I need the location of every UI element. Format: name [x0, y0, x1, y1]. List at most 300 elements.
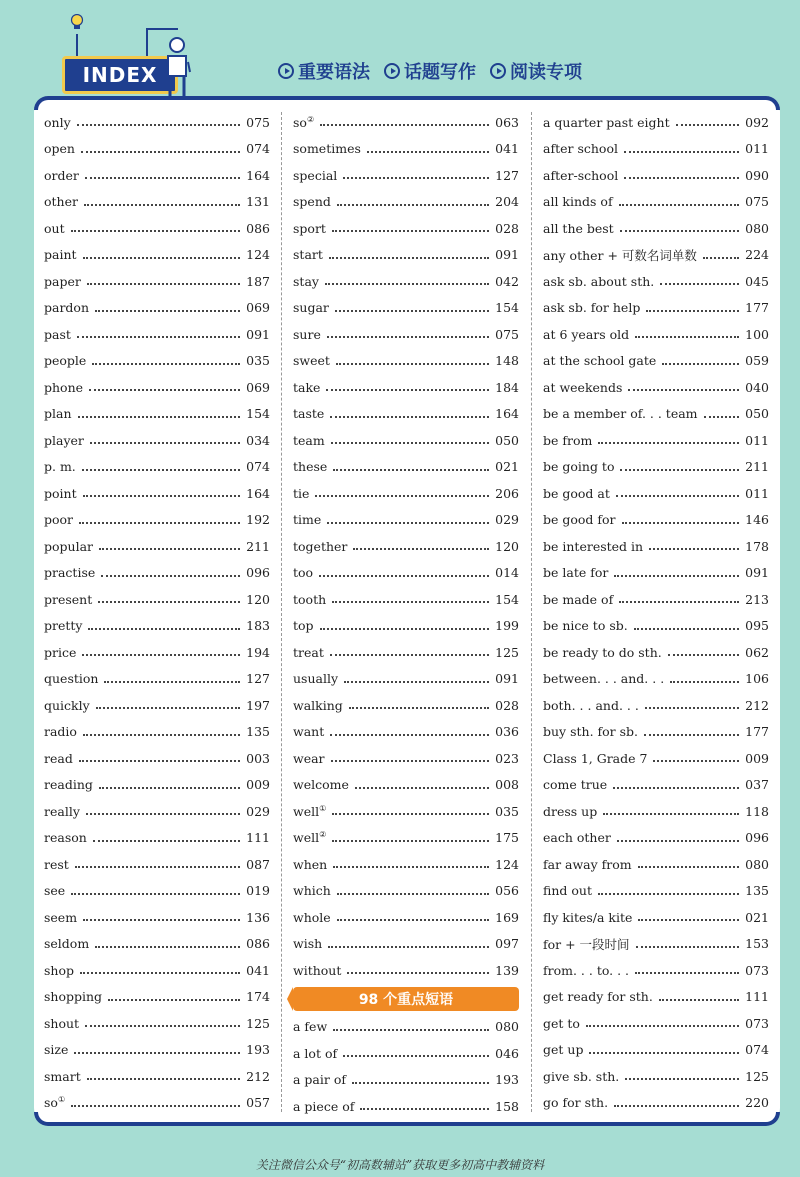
entry-term-text: sport [293, 220, 326, 236]
dot-leader [598, 893, 739, 895]
entry-term [293, 486, 309, 501]
entry-term [293, 1046, 337, 1061]
entry-page-number: 011 [745, 485, 769, 501]
index-entry [44, 1090, 270, 1117]
entry-page-number: 075 [495, 326, 519, 342]
dot-leader [331, 442, 489, 444]
dot-leader [95, 946, 240, 948]
entry-page-number: 008 [495, 777, 519, 793]
entry-term [44, 168, 79, 183]
index-entry [293, 215, 519, 242]
entry-term-text: sugar [293, 300, 329, 316]
entry-term-text: come true [543, 777, 608, 793]
entry-term-text: be good for [543, 512, 616, 528]
entry-term [44, 989, 102, 1004]
dot-leader [315, 495, 489, 497]
entry-page-number: 091 [495, 671, 519, 687]
index-entry [44, 825, 270, 852]
entry-term-text: popular [44, 538, 94, 554]
dot-leader [328, 946, 489, 948]
index-entry [543, 772, 769, 799]
entry-term [543, 804, 597, 819]
entry-page-number: 135 [745, 883, 769, 899]
index-entry [543, 533, 769, 560]
entry-term [44, 910, 77, 925]
entry-term-text: any other + 可数名词单数 [543, 247, 697, 263]
index-entry [543, 560, 769, 587]
nav-item-writing[interactable] [384, 58, 476, 84]
entry-term [543, 274, 654, 289]
entry-page-number: 034 [246, 432, 270, 448]
entry-page-number: 220 [745, 1095, 769, 1111]
dot-leader [603, 813, 739, 815]
entry-page-number: 021 [745, 909, 769, 925]
entry-term-text: all the best [543, 220, 614, 236]
dot-leader [77, 124, 241, 126]
entry-term-text: reason [44, 830, 87, 846]
entry-term [293, 168, 337, 183]
entry-term-text: at weekends [543, 379, 623, 395]
dot-leader [320, 124, 489, 126]
index-entry [44, 189, 270, 216]
entry-term [293, 830, 326, 845]
dot-leader [78, 416, 241, 418]
entry-page-number: 059 [745, 353, 769, 369]
index-entry [44, 957, 270, 984]
play-circle-icon [490, 63, 506, 79]
index-entry [44, 984, 270, 1011]
dot-leader [624, 151, 739, 153]
index-entry [44, 560, 270, 587]
entry-term-text: radio [44, 724, 77, 740]
index-entry [44, 427, 270, 454]
index-entry [44, 454, 270, 481]
entry-term-text: top [293, 618, 314, 634]
entry-term-text: dress up [543, 803, 598, 819]
dot-leader [327, 522, 489, 524]
entry-page-number: 111 [246, 830, 270, 846]
entry-term [543, 141, 618, 156]
entry-term [543, 751, 647, 766]
dot-leader [352, 1082, 489, 1084]
entry-term [543, 1016, 580, 1031]
index-entry [44, 215, 270, 242]
entry-term [44, 327, 71, 342]
entry-term [44, 300, 89, 315]
entry-term [543, 246, 697, 264]
entry-term [44, 804, 80, 819]
page-header [0, 0, 800, 100]
entry-term-text: point [44, 485, 77, 501]
dot-leader [337, 893, 489, 895]
index-entry [543, 401, 769, 428]
entry-page-number: 174 [246, 989, 270, 1005]
index-entry [543, 984, 769, 1011]
entry-term-text: between. . . and. . . [543, 671, 665, 687]
entry-term [44, 406, 72, 421]
dot-leader [635, 336, 739, 338]
entry-term [543, 883, 592, 898]
entry-page-number: 111 [745, 989, 769, 1005]
index-entry [44, 772, 270, 799]
entry-term-text: ask sb. about sth. [543, 273, 655, 289]
dot-leader [71, 230, 241, 232]
entry-term [293, 274, 319, 289]
entry-term [293, 883, 331, 898]
entry-term [293, 327, 321, 342]
entry-page-number: 011 [745, 432, 769, 448]
entry-page-number: 187 [246, 273, 270, 289]
entry-page-number: 206 [495, 485, 519, 501]
entry-page-number: 197 [246, 697, 270, 713]
entry-term [293, 618, 314, 633]
dot-leader [329, 257, 489, 259]
entry-page-number: 029 [246, 803, 270, 819]
entry-term [543, 910, 632, 925]
index-column-2 [293, 109, 519, 1120]
entry-term-text: taste [293, 406, 325, 422]
index-entry [543, 242, 769, 269]
entry-term [543, 698, 639, 713]
entry-term [293, 539, 347, 554]
person-icon [160, 36, 194, 98]
dot-leader [82, 654, 240, 656]
entry-page-number: 204 [495, 194, 519, 210]
entry-term-text: want [293, 724, 325, 740]
entry-term-text: pardon [44, 300, 90, 316]
dot-leader [586, 1025, 739, 1027]
index-entry [543, 586, 769, 613]
entry-term-text: shop [44, 962, 74, 978]
entry-term-text: size [44, 1042, 69, 1058]
entry-page-number: 095 [745, 618, 769, 634]
play-circle-icon [384, 63, 400, 79]
index-entry [543, 480, 769, 507]
dot-leader [79, 760, 240, 762]
index-entry [293, 507, 519, 534]
index-entry [293, 348, 519, 375]
nav-item-reading[interactable] [490, 58, 582, 84]
entry-term-text: people [44, 353, 87, 369]
dot-leader [625, 1078, 739, 1080]
entry-page-number: 073 [745, 962, 769, 978]
entry-term-text: sweet [293, 353, 330, 369]
entry-term [44, 1095, 65, 1110]
index-entry [44, 719, 270, 746]
entry-term-text: paint [44, 247, 77, 263]
dot-leader [87, 1078, 240, 1080]
entry-term-text: past [44, 326, 71, 342]
entry-term-text: spend [293, 194, 331, 210]
entry-term-text: ask sb. for help [543, 300, 641, 316]
dot-leader [624, 177, 739, 179]
entry-term-text: so [293, 114, 307, 130]
dot-leader [589, 1052, 739, 1054]
index-entry [293, 401, 519, 428]
dot-leader [332, 840, 489, 842]
entry-page-number: 153 [745, 936, 769, 952]
entry-term-text: other [44, 194, 78, 210]
entry-term-text: question [44, 671, 99, 687]
entry-term [543, 221, 614, 236]
dot-leader [662, 363, 739, 365]
index-entry [543, 798, 769, 825]
index-entry [44, 162, 270, 189]
entry-term-text: be good at [543, 485, 610, 501]
nav-item-grammar[interactable] [278, 58, 370, 84]
section-nav [278, 58, 582, 84]
index-entry [293, 692, 519, 719]
index-entry [293, 586, 519, 613]
entry-term-text: a quarter past eight [543, 114, 670, 130]
section-banner: 98 个重点短语 [293, 987, 519, 1011]
index-entry [293, 745, 519, 772]
dot-leader [614, 575, 739, 577]
entry-term-text: see [44, 883, 66, 899]
entry-page-number: 124 [495, 856, 519, 872]
dot-leader [90, 442, 240, 444]
entry-page-number: 074 [246, 459, 270, 475]
index-entry [44, 878, 270, 905]
entry-term [44, 221, 65, 236]
entry-term-text: team [293, 432, 325, 448]
index-entry [44, 401, 270, 428]
entry-page-number: 035 [246, 353, 270, 369]
entry-term [543, 830, 611, 845]
entry-term [543, 857, 632, 872]
entry-term-text: all kinds of [543, 194, 613, 210]
index-entry [543, 1063, 769, 1090]
index-entry [293, 321, 519, 348]
dot-leader [327, 336, 489, 338]
entry-term [543, 565, 608, 580]
entry-term [44, 1069, 81, 1084]
dot-leader [344, 681, 489, 683]
index-entry [293, 825, 519, 852]
entry-term-text: at the school gate [543, 353, 657, 369]
dot-leader [320, 628, 490, 630]
entry-term-text: without [293, 962, 342, 978]
index-entry [293, 1014, 519, 1041]
dot-leader [644, 734, 739, 736]
entry-term [293, 724, 324, 739]
dot-leader [343, 1055, 489, 1057]
entry-term-text: player [44, 432, 84, 448]
entry-term [44, 486, 77, 501]
entry-term-text: whole [293, 909, 331, 925]
index-entry [543, 1037, 769, 1064]
entry-term [44, 857, 69, 872]
dot-leader [676, 124, 740, 126]
entry-term-text: so [44, 1095, 58, 1111]
entry-term [543, 486, 610, 501]
entry-term-text: pretty [44, 618, 83, 634]
index-entry [44, 321, 270, 348]
entry-term [543, 618, 628, 633]
entry-page-number: 073 [745, 1015, 769, 1031]
index-entry [44, 586, 270, 613]
entry-term [44, 671, 98, 686]
index-entry [293, 480, 519, 507]
index-entry [543, 136, 769, 163]
entry-term [543, 592, 613, 607]
entry-page-number: 029 [495, 512, 519, 528]
wire-decoration [76, 34, 78, 56]
entry-term-text: treat [293, 644, 324, 660]
entry-page-number: 050 [745, 406, 769, 422]
entry-page-number: 091 [495, 247, 519, 263]
entry-page-number: 164 [246, 485, 270, 501]
entry-term-text: wear [293, 750, 325, 766]
index-entry [293, 427, 519, 454]
dot-leader [88, 628, 240, 630]
entry-page-number: 035 [495, 803, 519, 819]
entry-term-text: go for sth. [543, 1095, 609, 1111]
dot-leader [622, 522, 740, 524]
entry-term [44, 1016, 79, 1031]
index-entry [44, 798, 270, 825]
dot-leader [86, 813, 240, 815]
index-entry [44, 931, 270, 958]
entry-term [293, 433, 325, 448]
dot-leader [703, 257, 739, 259]
entry-term-text: for + 一段时间 [543, 936, 630, 952]
entry-term [543, 433, 592, 448]
entry-term [543, 777, 607, 792]
entry-page-number: 091 [246, 326, 270, 342]
index-entry [293, 295, 519, 322]
entry-page-number: 192 [246, 512, 270, 528]
dot-leader [319, 575, 489, 577]
entry-term [543, 539, 643, 554]
entry-term [44, 115, 71, 130]
entry-term [543, 327, 629, 342]
entry-term-text: order [44, 167, 79, 183]
index-entry [44, 533, 270, 560]
dot-leader [659, 999, 739, 1001]
entry-term-text: seem [44, 909, 78, 925]
index-entry [293, 1093, 519, 1120]
entry-term-text: well [293, 803, 320, 819]
nav-item-label: 话题写作 [404, 62, 476, 83]
entry-term-text: too [293, 565, 314, 581]
entry-page-number: 100 [745, 326, 769, 342]
dot-leader [101, 575, 240, 577]
dot-leader [646, 310, 739, 312]
dot-leader [653, 760, 739, 762]
entry-term [44, 618, 82, 633]
entry-page-number: 056 [495, 883, 519, 899]
index-entry [543, 639, 769, 666]
entry-term [44, 883, 65, 898]
entry-page-number: 135 [246, 724, 270, 740]
entry-term [44, 539, 93, 554]
index-entry [543, 162, 769, 189]
entry-term [293, 804, 326, 819]
dot-leader [645, 707, 739, 709]
index-entry [293, 639, 519, 666]
entry-term [293, 1019, 327, 1034]
dot-leader [349, 707, 489, 709]
entry-term-text: rest [44, 856, 69, 872]
dot-leader [83, 734, 240, 736]
entry-page-number: 106 [745, 671, 769, 687]
entry-term [293, 459, 327, 474]
index-entry [293, 136, 519, 163]
dot-leader [104, 681, 240, 683]
dot-leader [598, 442, 739, 444]
dot-leader [337, 919, 489, 921]
entry-page-number: 075 [745, 194, 769, 210]
entry-term-text: seldom [44, 936, 90, 952]
entry-page-number: 080 [745, 220, 769, 236]
entry-term-text: find out [543, 883, 592, 899]
index-entry [293, 851, 519, 878]
entry-term-text: open [44, 141, 75, 157]
index-entry [543, 666, 769, 693]
entry-page-number: 074 [745, 1042, 769, 1058]
dot-leader [330, 734, 489, 736]
dot-leader [670, 681, 739, 683]
dot-leader [85, 1025, 240, 1027]
dot-leader [71, 893, 240, 895]
entry-sense-number: ② [306, 114, 315, 124]
entry-page-number: 212 [246, 1068, 270, 1084]
entry-term-text: be ready to do sth. [543, 644, 662, 660]
index-column-3 [543, 109, 769, 1116]
index-entry [44, 136, 270, 163]
entry-page-number: 154 [246, 406, 270, 422]
entry-term [44, 274, 81, 289]
index-entry [293, 957, 519, 984]
entry-page-number: 028 [495, 697, 519, 713]
entry-term [44, 830, 87, 845]
entry-term [44, 459, 76, 474]
index-entry [543, 613, 769, 640]
entry-term-text: take [293, 379, 321, 395]
index-entry [44, 1037, 270, 1064]
entry-page-number: 193 [495, 1072, 519, 1088]
entry-term-text: tooth [293, 591, 327, 607]
entry-term [543, 724, 638, 739]
entry-page-number: 069 [246, 300, 270, 316]
index-entry [293, 1067, 519, 1094]
dot-leader [649, 548, 739, 550]
entry-term-text: from. . . to. . . [543, 962, 630, 978]
dot-leader [332, 230, 489, 232]
entry-term-text: only [44, 114, 71, 130]
entry-term [44, 936, 89, 951]
dot-leader [77, 336, 240, 338]
entry-term [293, 751, 325, 766]
entry-page-number: 028 [495, 220, 519, 236]
index-entry [543, 109, 769, 136]
entry-term-text: buy sth. for sb. [543, 724, 639, 740]
index-entry [543, 745, 769, 772]
entry-term [44, 141, 75, 156]
dot-leader [84, 204, 240, 206]
entry-page-number: 080 [495, 1019, 519, 1035]
entry-term [543, 963, 629, 978]
index-entry [44, 613, 270, 640]
entry-term-text: really [44, 803, 80, 819]
entry-term [44, 433, 84, 448]
index-entry [44, 242, 270, 269]
entry-term-text: time [293, 512, 322, 528]
entry-term-text: be a member of. . . team [543, 406, 698, 422]
entry-page-number: 139 [495, 962, 519, 978]
index-entry [543, 454, 769, 481]
